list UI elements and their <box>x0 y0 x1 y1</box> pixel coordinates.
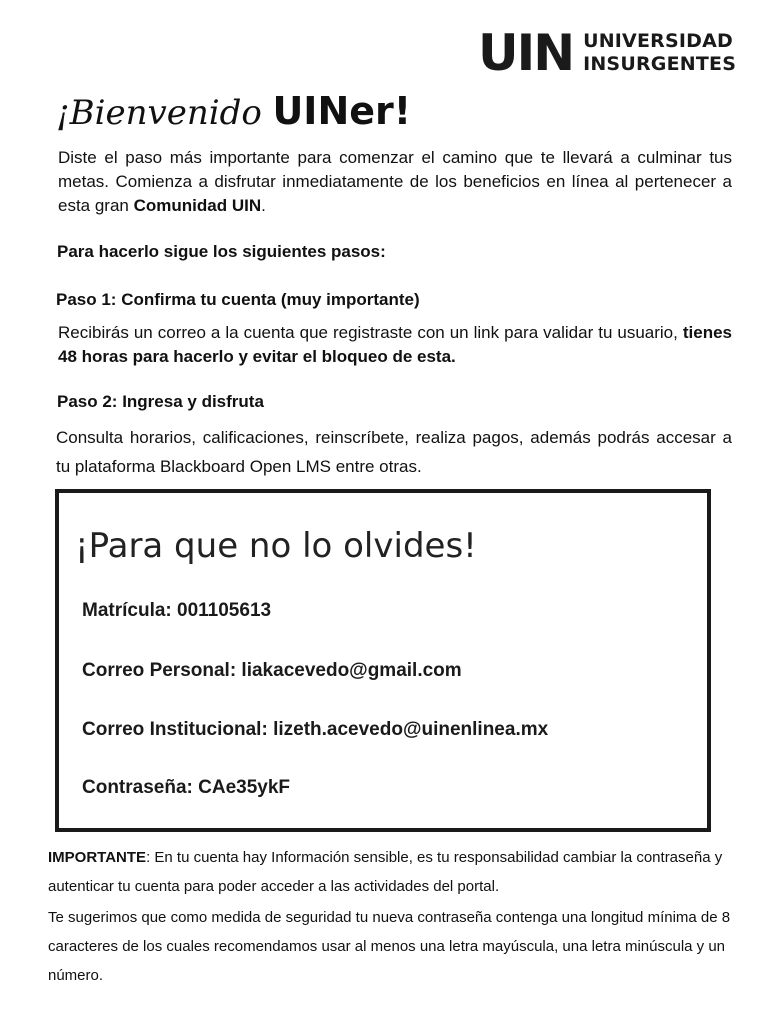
step1-text: Recibirás un correo a la cuenta que registraste con un link para validar tu usuario, <box>58 323 683 342</box>
step2-title: Paso 2: Ingresa y disfruta <box>57 392 264 411</box>
intro-text: Diste el paso más importante para comenzar el camino que te llevará a culminar tus metas. Comienza a disfrutar inmediatamente de los beneficios en línea al pertenecer a esta gran <box>58 148 732 215</box>
university-logo <box>478 24 737 82</box>
logo-mark: UIN <box>478 24 574 82</box>
step1-body <box>58 321 732 369</box>
institutional-email-field: Correo Institucional: lizeth.acevedo@uinenlinea.mx <box>82 719 549 740</box>
password-field: Contraseña: CAe35ykF <box>82 777 291 798</box>
welcome-script: ¡Bienvenido <box>56 93 262 133</box>
intro-paragraph <box>58 146 732 218</box>
logo-text <box>583 30 736 76</box>
reminder-title: ¡Para que no lo olvides! <box>75 526 477 566</box>
welcome-heading <box>56 86 411 138</box>
personal-email-field: Correo Personal: liakacevedo@gmail.com <box>82 660 462 681</box>
logo-line-2: INSURGENTES <box>583 53 737 75</box>
important-label: IMPORTANTE <box>48 849 147 866</box>
security-suggestion: Te sugerimos que como medida de seguridad tu nueva contraseña contenga una longitud mínima de 8 caracteres de los cuales recomendamos usar al menos una letra mayúscula, una letra minúscula y un número. <box>48 909 731 984</box>
welcome-brand: UINer! <box>272 89 412 133</box>
intro-bold: Comunidad UIN <box>133 196 262 215</box>
logo-line-1: UNIVERSIDAD <box>583 30 733 52</box>
important-notice <box>48 843 734 901</box>
matricula-field: Matrícula: 001105613 <box>82 600 272 621</box>
step1-title: Paso 1: Confirma tu cuenta (muy importante) <box>56 290 420 309</box>
steps-heading: Para hacerlo sigue los siguientes pasos: <box>57 242 386 261</box>
step1-bold: tienes 48 horas para hacerlo y evitar el bloqueo de esta. <box>58 323 732 366</box>
important-text: : En tu cuenta hay Información sensible, es tu responsabilidad cambiar la contraseña y autenticar tu cuenta para poder acceder a las actividades del portal. <box>48 849 723 895</box>
step2-body: Consulta horarios, calificaciones, reinscríbete, realiza pagos, además podrás accesar a tu plataforma Blackboard Open LMS entre otras. <box>56 428 732 476</box>
intro-end: . <box>261 196 266 215</box>
